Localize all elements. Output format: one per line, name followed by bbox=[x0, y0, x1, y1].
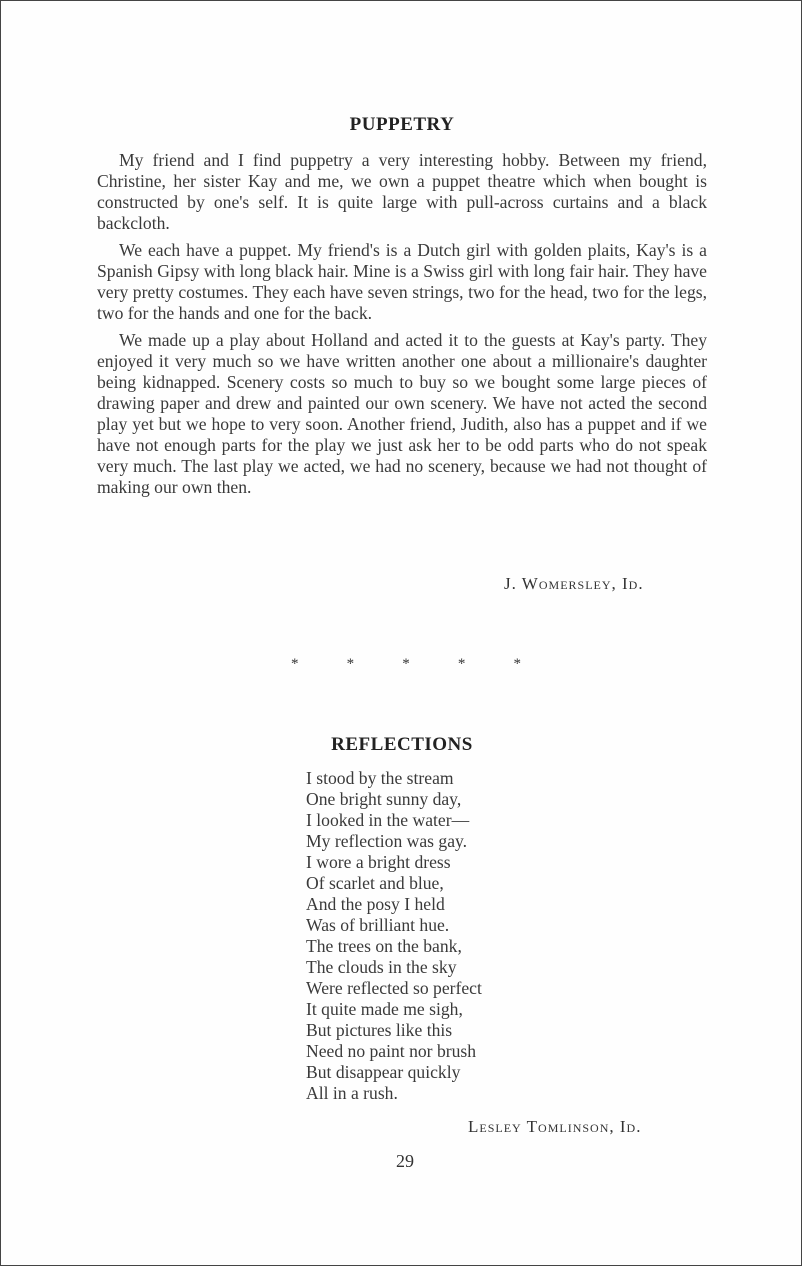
poem-line: One bright sunny day, bbox=[306, 789, 462, 809]
poem-line: And the posy I held bbox=[306, 894, 445, 914]
poem-line: But disappear quickly bbox=[306, 1062, 461, 1082]
puppetry-article bbox=[97, 150, 707, 504]
puppetry-paragraph-2: We each have a puppet. My friend's is a Dutch girl with golden plaits, Kay's is a Spanish Gipsy with long black hair. Mine is a Swiss girl with long fair hair. They have very pretty costumes. They each have seven strings, two for the head, two for the legs, two for the hands and one for the back. bbox=[97, 240, 707, 323]
poem-line: I wore a bright dress bbox=[306, 852, 451, 872]
reflections-poem bbox=[306, 768, 482, 1104]
poem-line: Were reflected so perfect bbox=[306, 978, 482, 998]
separator-star: * bbox=[291, 656, 299, 672]
poem-line: It quite made me sigh, bbox=[306, 999, 463, 1019]
reflections-author-signature bbox=[468, 1117, 641, 1137]
separator-star: * bbox=[513, 656, 521, 672]
separator-star: * bbox=[402, 656, 410, 672]
section-separator bbox=[291, 656, 521, 673]
puppetry-paragraph-3: We made up a play about Holland and acted it to the guests at Kay's party. They enjoyed it very much so we have written another one about a millionaire's daughter being kidnapped. Scenery costs so much to buy so we bought some large pieces of drawing paper and drew and painted our own scenery. We have not acted the second play yet but we hope to very soon. Another friend, Judith, also has a puppet and if we have not enough parts for the play we just ask her to be odd parts who do not speak very much. The last play we acted, we had no scenery, because we had not thought of making our own then. bbox=[97, 330, 707, 497]
poem-line: My reflection was gay. bbox=[306, 831, 468, 851]
puppetry-title: PUPPETRY bbox=[349, 114, 455, 135]
poem-line: I stood by the stream bbox=[306, 768, 454, 788]
poem-line: Was of brilliant hue. bbox=[306, 915, 450, 935]
poem-line: All in a rush. bbox=[306, 1083, 398, 1103]
poem-line: Of scarlet and blue, bbox=[306, 873, 444, 893]
poem-line: The clouds in the sky bbox=[306, 957, 457, 977]
poem-line: Need no paint nor brush bbox=[306, 1041, 477, 1061]
separator-star: * bbox=[457, 656, 466, 672]
poem-line: But pictures like this bbox=[306, 1020, 453, 1040]
poem-line: The trees on the bank, bbox=[306, 936, 462, 956]
puppetry-paragraph-1: My friend and I find puppetry a very interesting hobby. Between my friend, Christine, her sister Kay and me, we own a puppet theatre which when bought is constructed by one's self. It is quite large with pull-across curtains and a black backcloth. bbox=[97, 150, 707, 233]
poem-line: I looked in the water— bbox=[306, 810, 470, 830]
puppetry-author-signature bbox=[504, 574, 644, 594]
reflections-author-name: Lesley Tomlinson, Id. bbox=[468, 1117, 642, 1136]
puppetry-author-name: J. Womersley, Id. bbox=[504, 574, 644, 593]
separator-star: * bbox=[346, 656, 355, 672]
reflections-title: REFLECTIONS bbox=[331, 734, 473, 755]
page-number: 29 bbox=[396, 1151, 414, 1171]
